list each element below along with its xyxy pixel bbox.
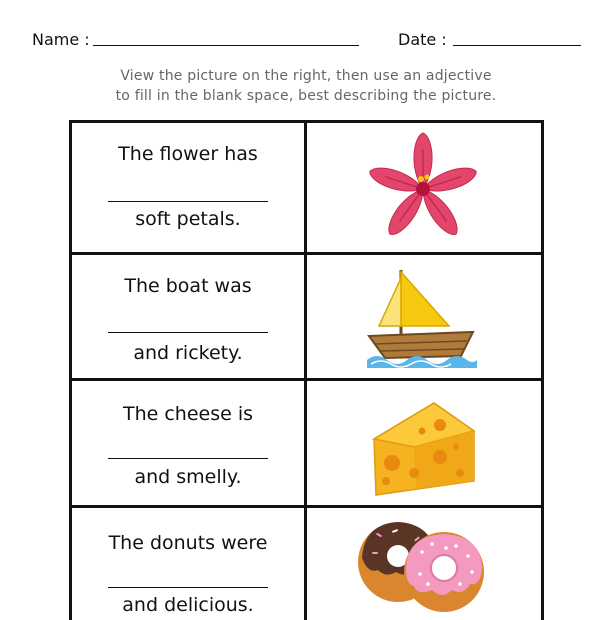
sentence-end: and delicious. <box>122 594 254 616</box>
answer-blank[interactable] <box>108 332 268 333</box>
donuts-icon <box>356 516 490 616</box>
table-row-divider <box>69 378 544 381</box>
answer-blank[interactable] <box>108 458 268 459</box>
table-row-divider <box>69 505 544 508</box>
flower-icon <box>362 132 484 247</box>
sentence-start: The flower has <box>118 143 258 165</box>
table-divider-middle <box>304 120 307 620</box>
sentence-start: The boat was <box>124 275 252 297</box>
date-field-line[interactable] <box>453 45 581 46</box>
answer-blank[interactable] <box>108 201 268 202</box>
instructions-line-1: View the picture on the right, then use an adjective <box>120 68 492 84</box>
sentence-start: The cheese is <box>122 403 254 425</box>
answer-blank[interactable] <box>108 587 268 588</box>
table-border-right <box>541 120 544 620</box>
table-row-divider <box>69 252 544 255</box>
name-label: Name : <box>32 30 90 49</box>
instructions-line-2: to fill in the blank space, best describing the picture. <box>115 88 497 104</box>
date-label: Date : <box>398 30 447 49</box>
sentence-end: and smelly. <box>134 466 242 488</box>
sentence-start: The donuts were <box>108 532 268 554</box>
sentence-end: soft petals. <box>135 208 241 230</box>
sentence-end: and rickety. <box>133 342 243 364</box>
cheese-icon <box>370 397 478 499</box>
name-field-line[interactable] <box>93 45 359 46</box>
table-border-top <box>69 120 544 123</box>
sailboat-icon <box>365 264 480 374</box>
